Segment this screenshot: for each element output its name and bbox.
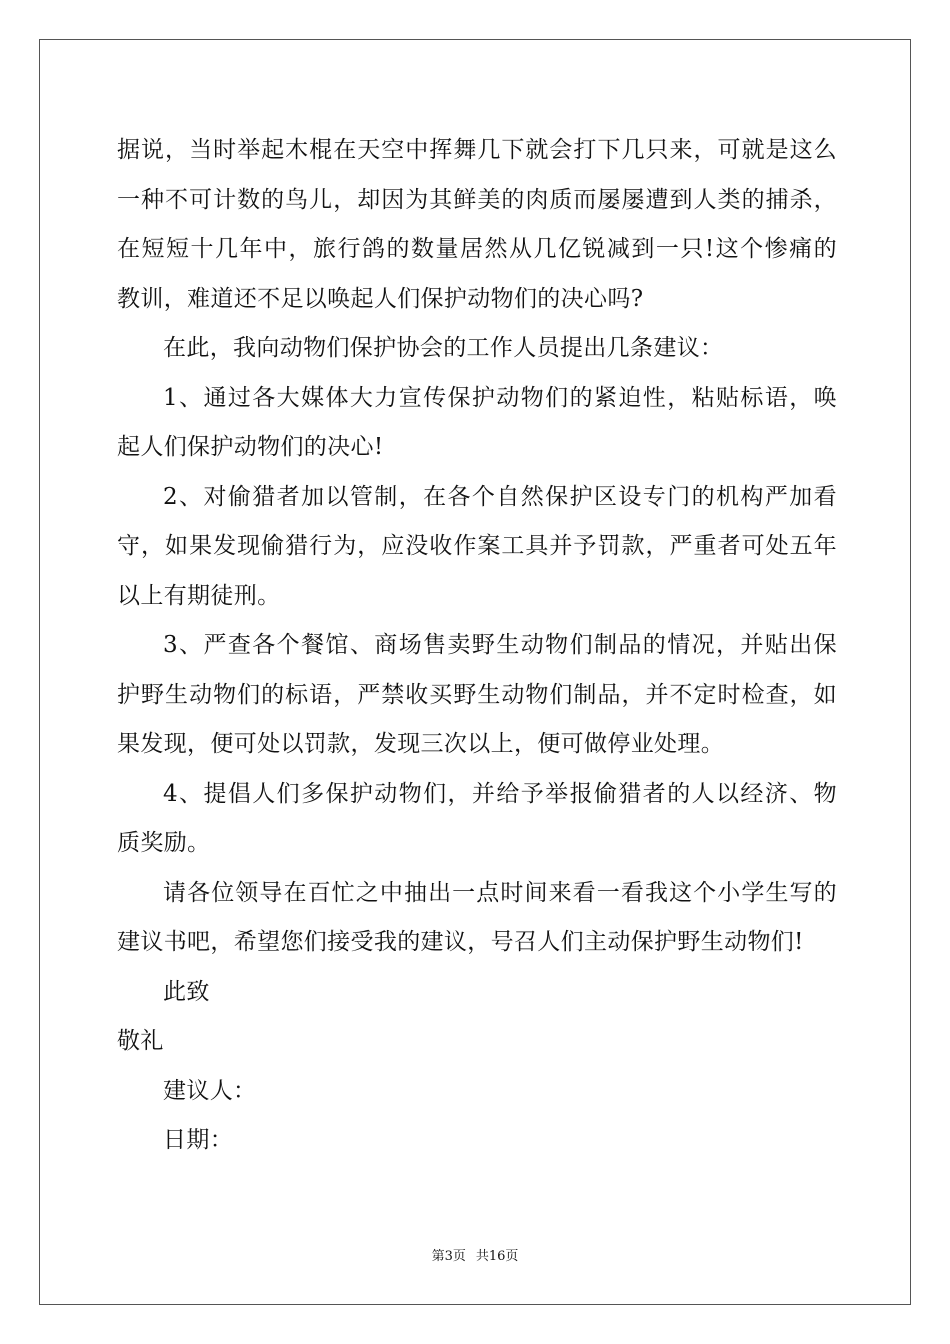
text-line: 在此，我向动物们保护协会的工作人员提出几条建议： (163, 335, 724, 361)
text-line: 4、提倡人们多保护动物们，并给予举报偷猎者的人以经济、物 (163, 780, 837, 807)
text-line: 教训，难道还不足以唤起人们保护动物们的决心吗? (117, 285, 644, 312)
text-line: 在短短十几年中，旅行鸽的数量居然从几亿锐减到一只!这个惨痛的 (117, 236, 837, 262)
date-label: 日期： (163, 1127, 234, 1153)
text-line: 1、通过各大媒体大力宣传保护动物们的紧迫性，粘贴标语，唤 (163, 384, 837, 411)
total-page-count: 共16页 (475, 1249, 519, 1264)
text-line: 请各位领导在百忙之中抽出一点时间来看一看我这个小学生写的 (163, 879, 837, 906)
text-line: 建议书吧，希望您们接受我的建议，号召人们主动保护野生动物们! (117, 929, 804, 955)
text-line: 果发现，便可处以罚款，发现三次以上，便可做停业处理。 (117, 731, 725, 757)
text-line: 3、严查各个餐馆、商场售卖野生动物们制品的情况，并贴出保 (163, 632, 837, 658)
text-line: 2、对偷猎者加以管制，在各个自然保护区设专门的机构严加看 (163, 483, 837, 510)
text-line: 据说，当时举起木棍在天空中挥舞几下就会打下几只来，可就是这么 (117, 137, 837, 163)
document-body (117, 126, 837, 1166)
closing-salutation: 此致 (163, 978, 210, 1005)
proposer-label: 建议人： (163, 1077, 257, 1104)
text-line: 质奖励。 (117, 830, 211, 856)
page-footer (0, 1245, 950, 1264)
text-line: 守，如果发现偷猎行为，应没收作案工具并予罚款，严重者可处五年 (117, 533, 837, 559)
text-line: 护野生动物们的标语，严禁收买野生动物们制品，并不定时检查，如 (117, 681, 837, 708)
text-line: 一种不可计数的鸟儿，却因为其鲜美的肉质而屡屡遭到人类的捕杀， (117, 186, 837, 213)
current-page-number: 第3页 (431, 1249, 466, 1264)
text-line: 起人们保护动物们的决心! (117, 434, 384, 460)
text-line: 以上有期徒刑。 (117, 582, 281, 609)
closing-regards: 敬礼 (117, 1028, 164, 1054)
